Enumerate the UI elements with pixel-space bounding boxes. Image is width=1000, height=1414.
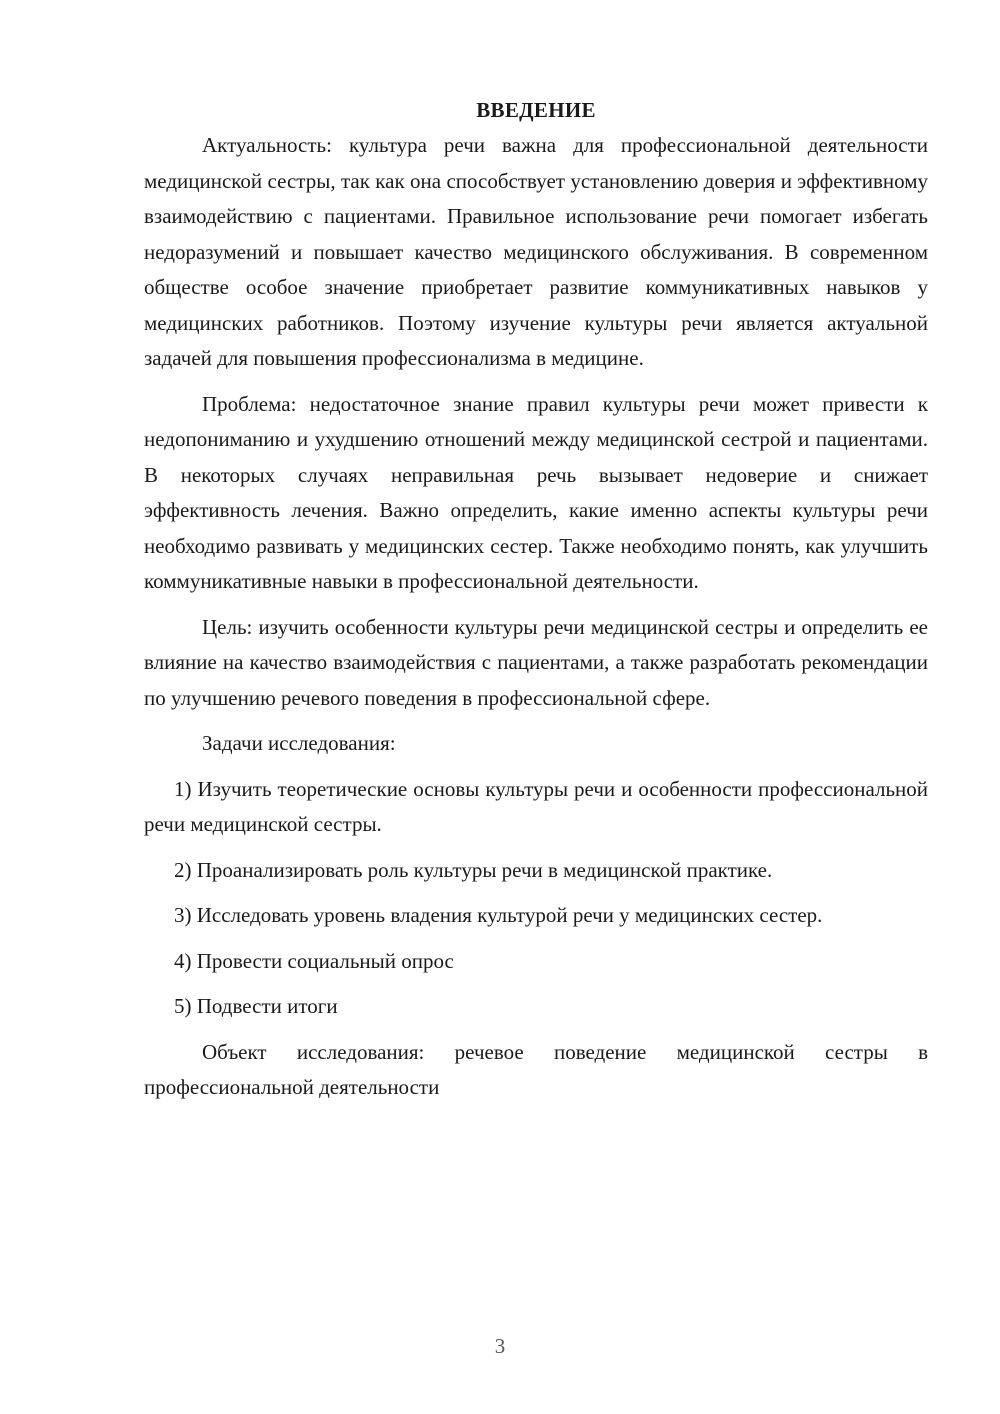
task-item-3: 3) Исследовать уровень владения культурой речи у медицинских сестер. — [174, 903, 823, 927]
task-item-2: 2) Проанализировать роль культуры речи в медицинской практике. — [174, 857, 773, 882]
paragraph-relevance: Актуальность: культура речи важна для профессиональной деятельности медицинской сестры, так как она способствует установлению доверия и эффективному взаимодействию с пациентами. Правильное использование речи помогает избегать недоразумений и повышает качество медицинского обслуживания. В современном обществе особое значение приобретает развитие коммуникативных навыков у медицинских работников. Поэтому изучение культуры речи является актуальной задачей для повышения профессионализма в медицине. — [144, 133, 928, 370]
paragraph-object: Объект исследования: речевое поведение медицинской сестры в профессиональной деятельности — [144, 1039, 928, 1099]
task-item-5: 5) Подвести итоги — [174, 994, 338, 1018]
paragraph-problem: Проблема: недостаточное знание правил культуры речи может привести к недопониманию и ухудшению отношений между медицинской сестрой и пациентами. В некоторых случаях неправильная речь вызывает недоверие и снижает эффективность лечения. Важно определить, какие именно аспекты культуры речи необходимо развивать у медицинских сестер. Также необходимо понять, как улучшить коммуникативные навыки в профессиональной деятельности. — [144, 391, 928, 593]
task-item-1: 1) Изучить теоретические основы культуры речи и особенности профессиональной речи медицинской сестры. — [144, 776, 928, 836]
task-item-4: 4) Провести социальный опрос — [174, 948, 454, 973]
document-page — [144, 92, 928, 1106]
paragraph-goal: Цель: изучить особенности культуры речи медицинской сестры и определить ее влияние на качество взаимодействия с пациентами, а также разработать рекомендации по улучшению речевого поведения в профессиональной сфере. — [144, 614, 928, 710]
section-heading: ВВЕДЕНИЕ — [476, 98, 596, 122]
paragraph-tasks-intro: Задачи исследования: — [202, 731, 396, 755]
page-number: 3 — [494, 1334, 506, 1358]
